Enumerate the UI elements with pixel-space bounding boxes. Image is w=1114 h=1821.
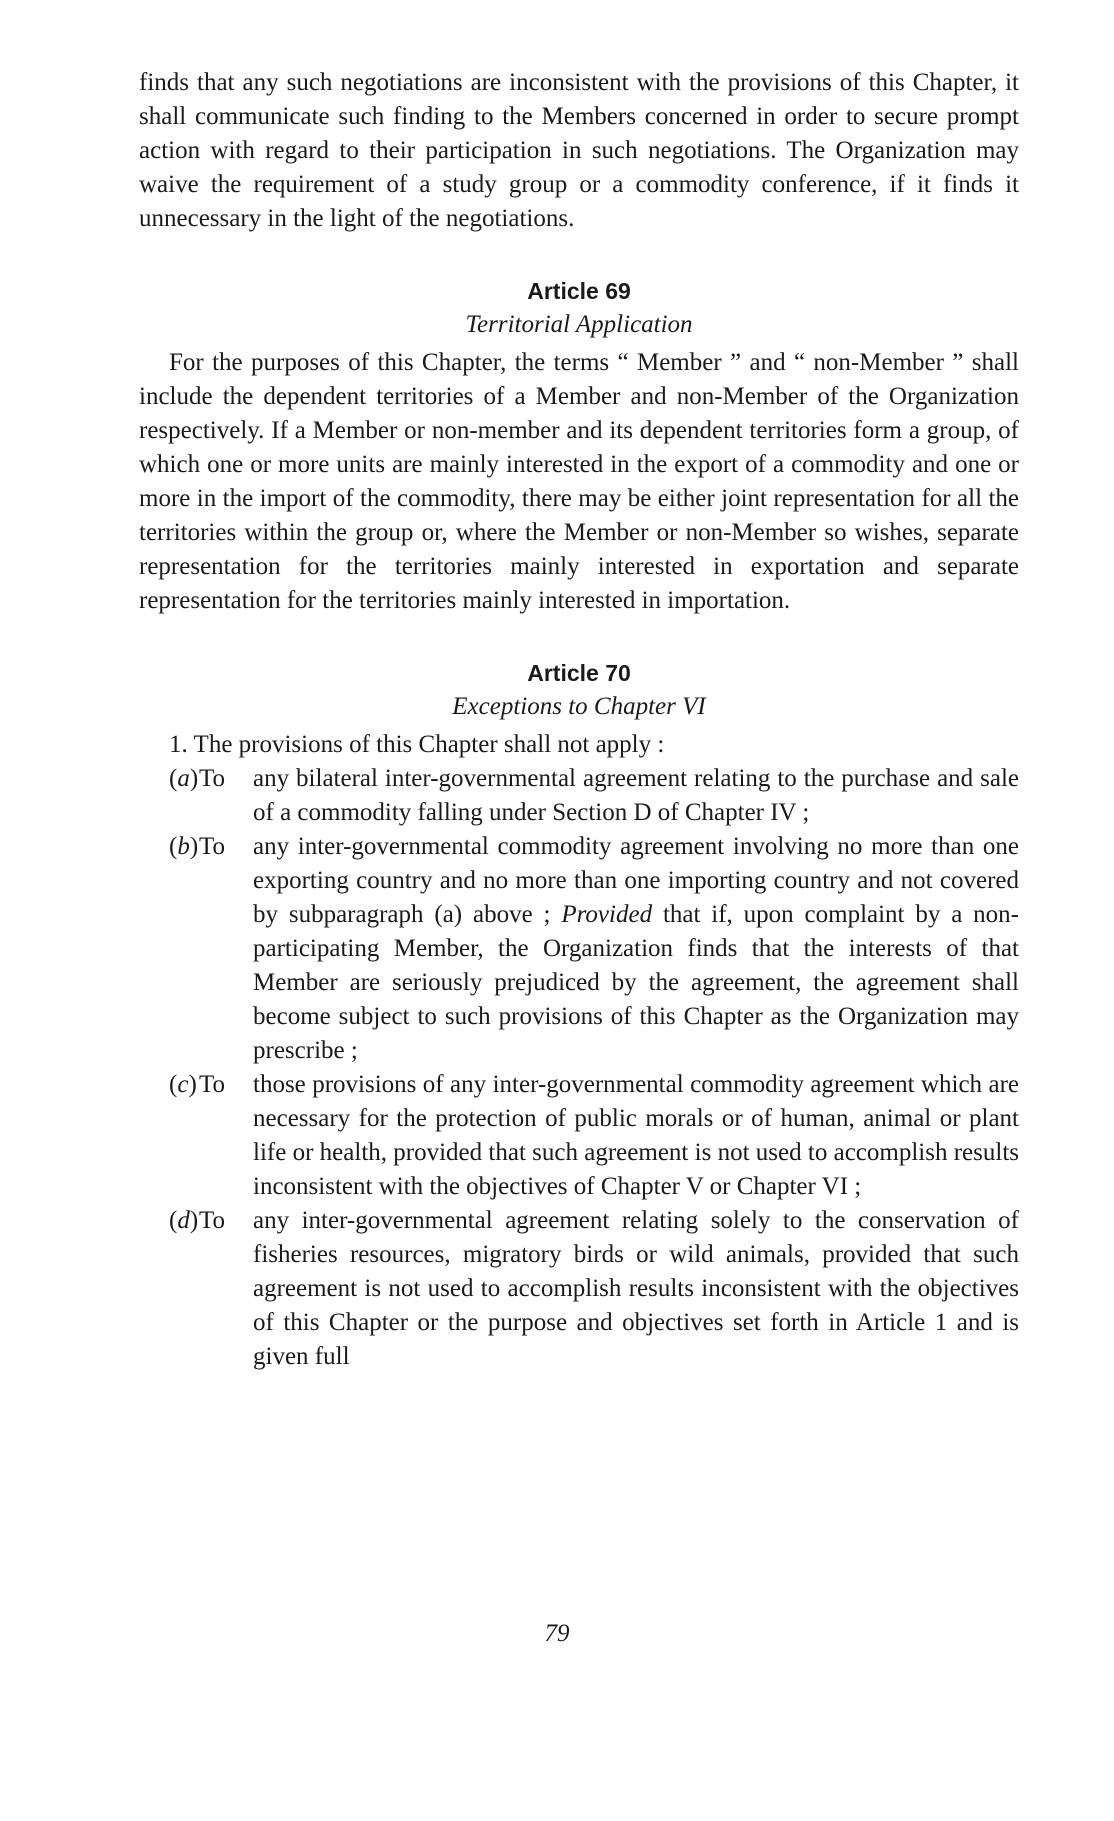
item-lead: To [199,1071,226,1098]
item-lead: To [199,1207,226,1234]
article-69-subtitle: Territorial Application [465,311,693,338]
item-lead: To [199,765,226,792]
article-70-intro: 1. The provisions of this Chapter shall not apply : [169,731,665,758]
page-number: 79 [544,1620,570,1647]
item-label: (d) [169,1207,199,1234]
item-label: (c) [169,1071,197,1098]
item-lead: To [199,833,226,860]
item-emphasis: Provided [561,901,653,928]
article-69-heading: Article 69 [527,278,631,304]
article-70-item-b [139,830,1019,1068]
article-70-heading: Article 70 [527,660,631,686]
continuation-paragraph: finds that any such negotiations are inconsistent with the provisions of this Chapter, it shall communicate such finding to the Members concerned in order to secure prompt action with regard to their participation in such negotiations. The Organization may waive the requirement of a study group or a commodity conference, if it finds it unnecessary in the light of the negotiations. [139,69,1019,232]
item-label: (b) [169,833,199,860]
article-70-item-a [139,762,1019,830]
article-70-item-d [139,1204,1019,1374]
article-70-subtitle: Exceptions to Chapter VI [452,693,706,720]
item-text: those provisions of any inter-governmental commodity agreement which are necessary for the protection of public morals or of human, animal or plant life or health, provided that such agreement is not used to accomplish results inconsistent with the objectives of Chapter V or Chapter VI ; [253,1071,1019,1200]
item-label: (a) [169,765,199,792]
page-body [139,66,1019,1374]
item-text-before: any inter-governmental commodity agreement involving no more than one exporting country and no more than one importing country and not covered by subparagraph (a) above ; [253,833,1019,928]
item-text: any inter-governmental agreement relating solely to the conservation of fisheries resources, migratory birds or wild animals, provided that such agreement is not used to accomplish results inconsistent with the objectives of this Chapter or the purpose and objectives set forth in Article 1 and is given full [253,1207,1019,1370]
article-70-item-c [139,1068,1019,1204]
item-text: any bilateral inter-governmental agreement relating to the purchase and sale of a commodity falling under Section D of Chapter IV ; [253,765,1019,826]
spacer [139,236,1019,274]
article-69-paragraph: For the purposes of this Chapter, the terms “ Member ” and “ non-Member ” shall include the dependent territories of a Member and non-Member of the Organization respectively. If a Member or non-member and its dependent territories form a group, of which one or more units are mainly interested in the export of a commodity and one or more in the import of the commodity, there may be either joint representation for all the territories within the group or, where the Member or non-Member so wishes, separate representation for the territories mainly interested in exportation and separate representation for the territories mainly interested in importation. [139,349,1019,614]
item-text-after: that if, upon complaint by a non-participating Member, the Organization finds that the interests of that Member are seriously prejudiced by the agreement, the agreement shall become subject to such provisions of this Chapter as the Organization may prescribe ; [253,901,1019,1064]
spacer [139,618,1019,656]
